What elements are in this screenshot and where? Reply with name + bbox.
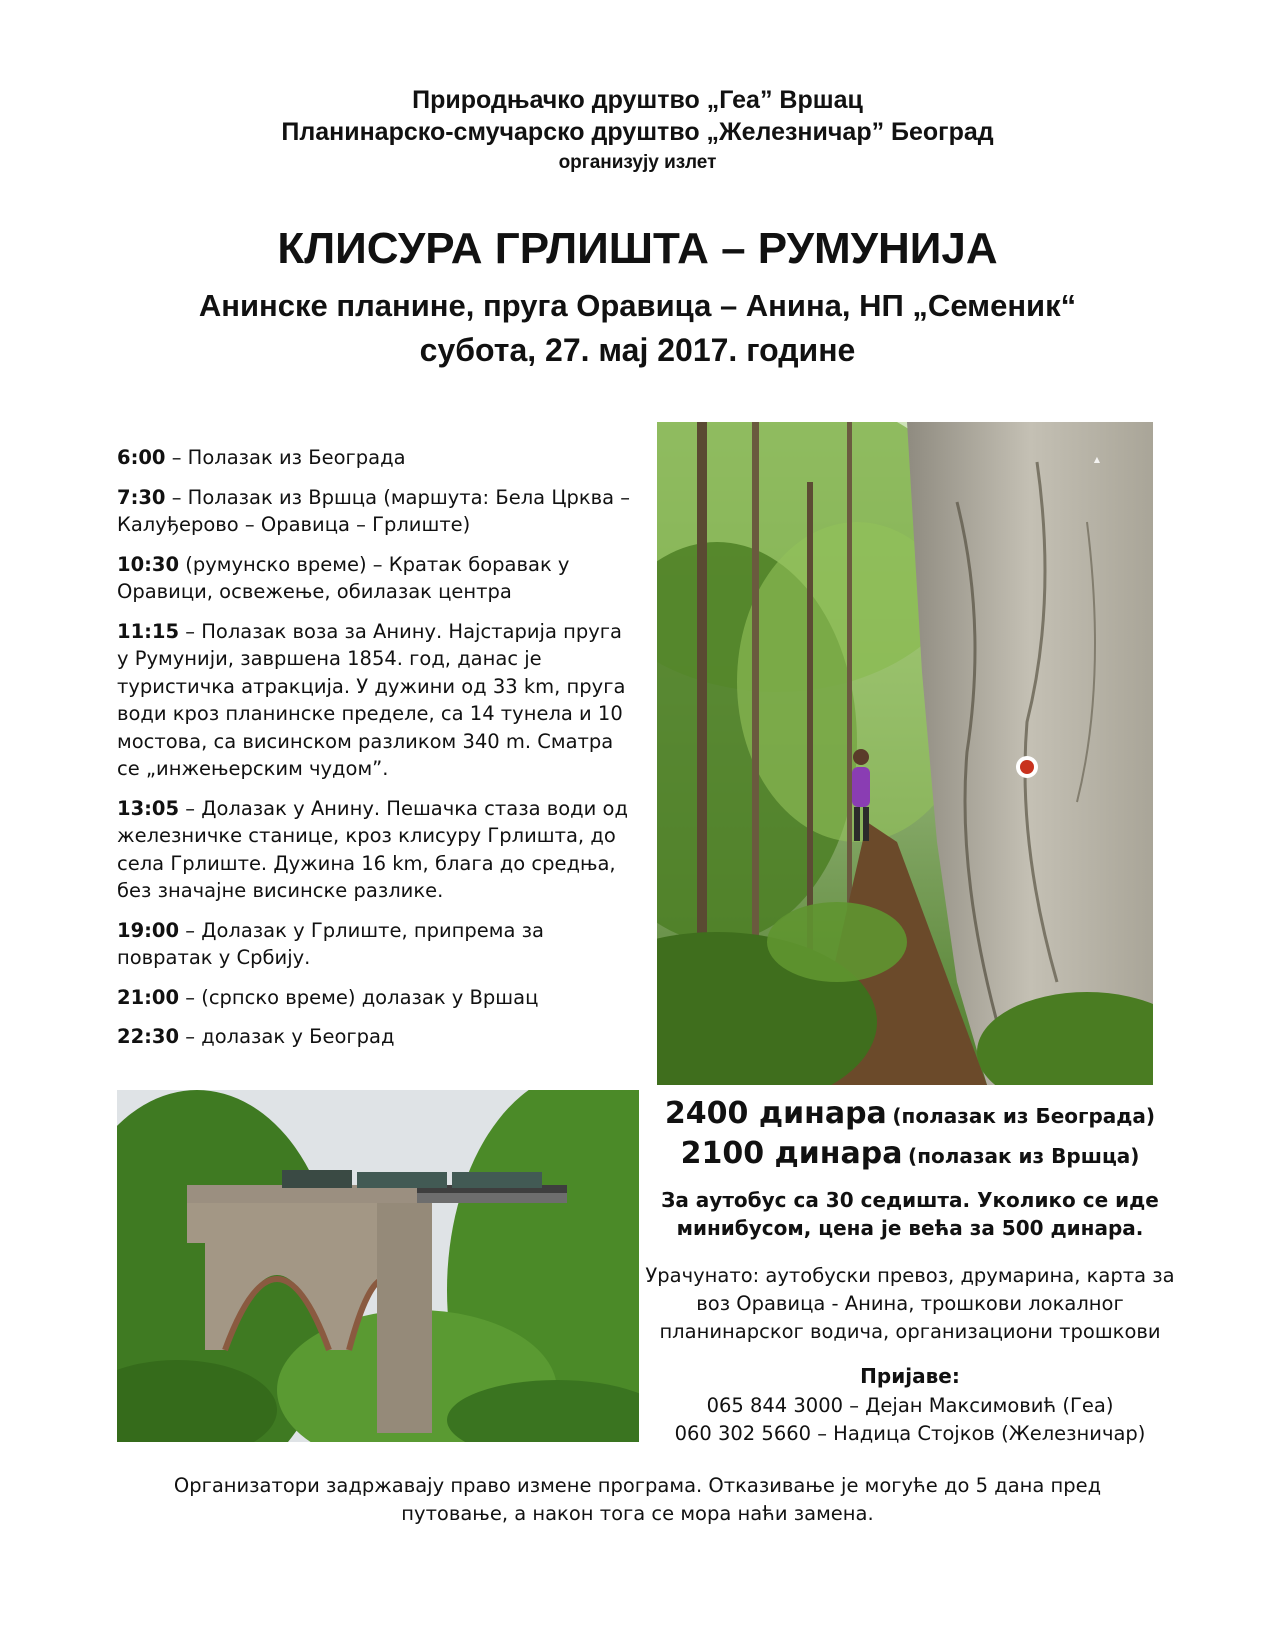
schedule-text: – Полазак из Београда (165, 446, 406, 469)
organizer-1: Природњачко друштво „Геа” Вршац (412, 86, 863, 114)
schedule-time: 10:30 (117, 552, 180, 576)
forest-gorge-illustration (657, 422, 1153, 1085)
price-vrsac-amount: 2100 динара (680, 1136, 903, 1171)
schedule-text: – Полазак из Вршца (маршута: Бела Црква – Калуђерово – Оравица – Грлиште) (117, 485, 631, 536)
schedule-text: – Полазак воза за Анину. Најстарија пруга у Румунији, завршена 1854. год, данас је туристичка атракција. У дужини од 33 km, пруга води кроз планинске пределе, са 14 тунела и 10 мостова, са висинском разликом 340 m. Сматра се „инжењерским чудом”. (117, 619, 626, 780)
schedule-time: 11:15 (117, 619, 180, 643)
bus-note: За аутобус са 30 седишта. Уколико се иде минибусом, цена је већа за 500 динара. (661, 1188, 1159, 1240)
schedule-text: – долазак у Београд (179, 1025, 395, 1048)
schedule-time: 21:00 (117, 985, 180, 1009)
price-belgrade-note: (полазак из Београда) (892, 1104, 1156, 1128)
signup-title: Пријаве: (860, 1364, 960, 1388)
organizer-tagline: организују излет (558, 152, 717, 173)
schedule-time: 22:30 (117, 1025, 180, 1048)
viaduct-photo (117, 1090, 639, 1442)
viaduct-illustration (117, 1090, 639, 1442)
price-vrsac-note: (полазак из Вршца) (908, 1144, 1140, 1168)
schedule-item (117, 444, 637, 472)
schedule-time: 7:30 (117, 485, 166, 509)
schedule-item (117, 484, 637, 539)
schedule-text: – (српско време) долазак у Вршац (179, 985, 539, 1009)
event-date: субота, 27. мај 2017. године (419, 332, 856, 368)
schedule-time: 6:00 (117, 446, 166, 469)
price-vrsac (640, 1136, 1180, 1171)
contact-zeleznicar: 060 302 5660 – Надица Стојков (Железничар) (674, 1422, 1146, 1445)
schedule-time: 19:00 (117, 918, 180, 942)
schedule-item (117, 984, 637, 1012)
price-belgrade-amount: 2400 динара (664, 1096, 887, 1131)
page-subtitle: Анинске планине, пруга Оравица – Анина, НП „Семеник“ (198, 288, 1077, 323)
schedule-item (117, 1023, 637, 1051)
schedule-text: – Долазак у Анину. Пешачка стаза води од железничке станице, кроз клисуру Грлишта, до села Грлиште. Дужина 16 km, блага до средња, без значајне висинске разлике. (117, 796, 628, 902)
schedule-text: (румунско време) – Кратак боравак у Оравици, освежење, обилазак центра (117, 552, 570, 603)
contact-gea: 065 844 3000 – Дејан Максимовић (Геа) (706, 1394, 1114, 1417)
organizer-2: Планинарско-смучарско друштво „Железничар” Београд (281, 118, 994, 146)
price-belgrade (640, 1096, 1180, 1131)
schedule-item (117, 618, 637, 783)
schedule (117, 444, 637, 1063)
schedule-item (117, 795, 637, 905)
schedule-item (117, 917, 637, 972)
forest-gorge-photo (657, 422, 1153, 1085)
included-note: Урачунато: аутобуски превоз, друмарина, карта за воз Оравица - Анина, трошкови локалног планинарског водича, организациони трошкови (645, 1264, 1175, 1343)
schedule-item (117, 551, 637, 606)
footer-note: Организатори задржавају право измене програма. Отказивање је могуће до 5 дана пред путовање, а након тога се мора наћи замена. (173, 1474, 1102, 1525)
svg-text:▲: ▲ (1093, 455, 1101, 464)
page-title: КЛИСУРА ГРЛИШТА – РУМУНИЈА (277, 224, 998, 273)
schedule-text: – Долазак у Грлиште, припрема за повратак у Србију. (117, 918, 544, 969)
schedule-time: 13:05 (117, 796, 180, 820)
